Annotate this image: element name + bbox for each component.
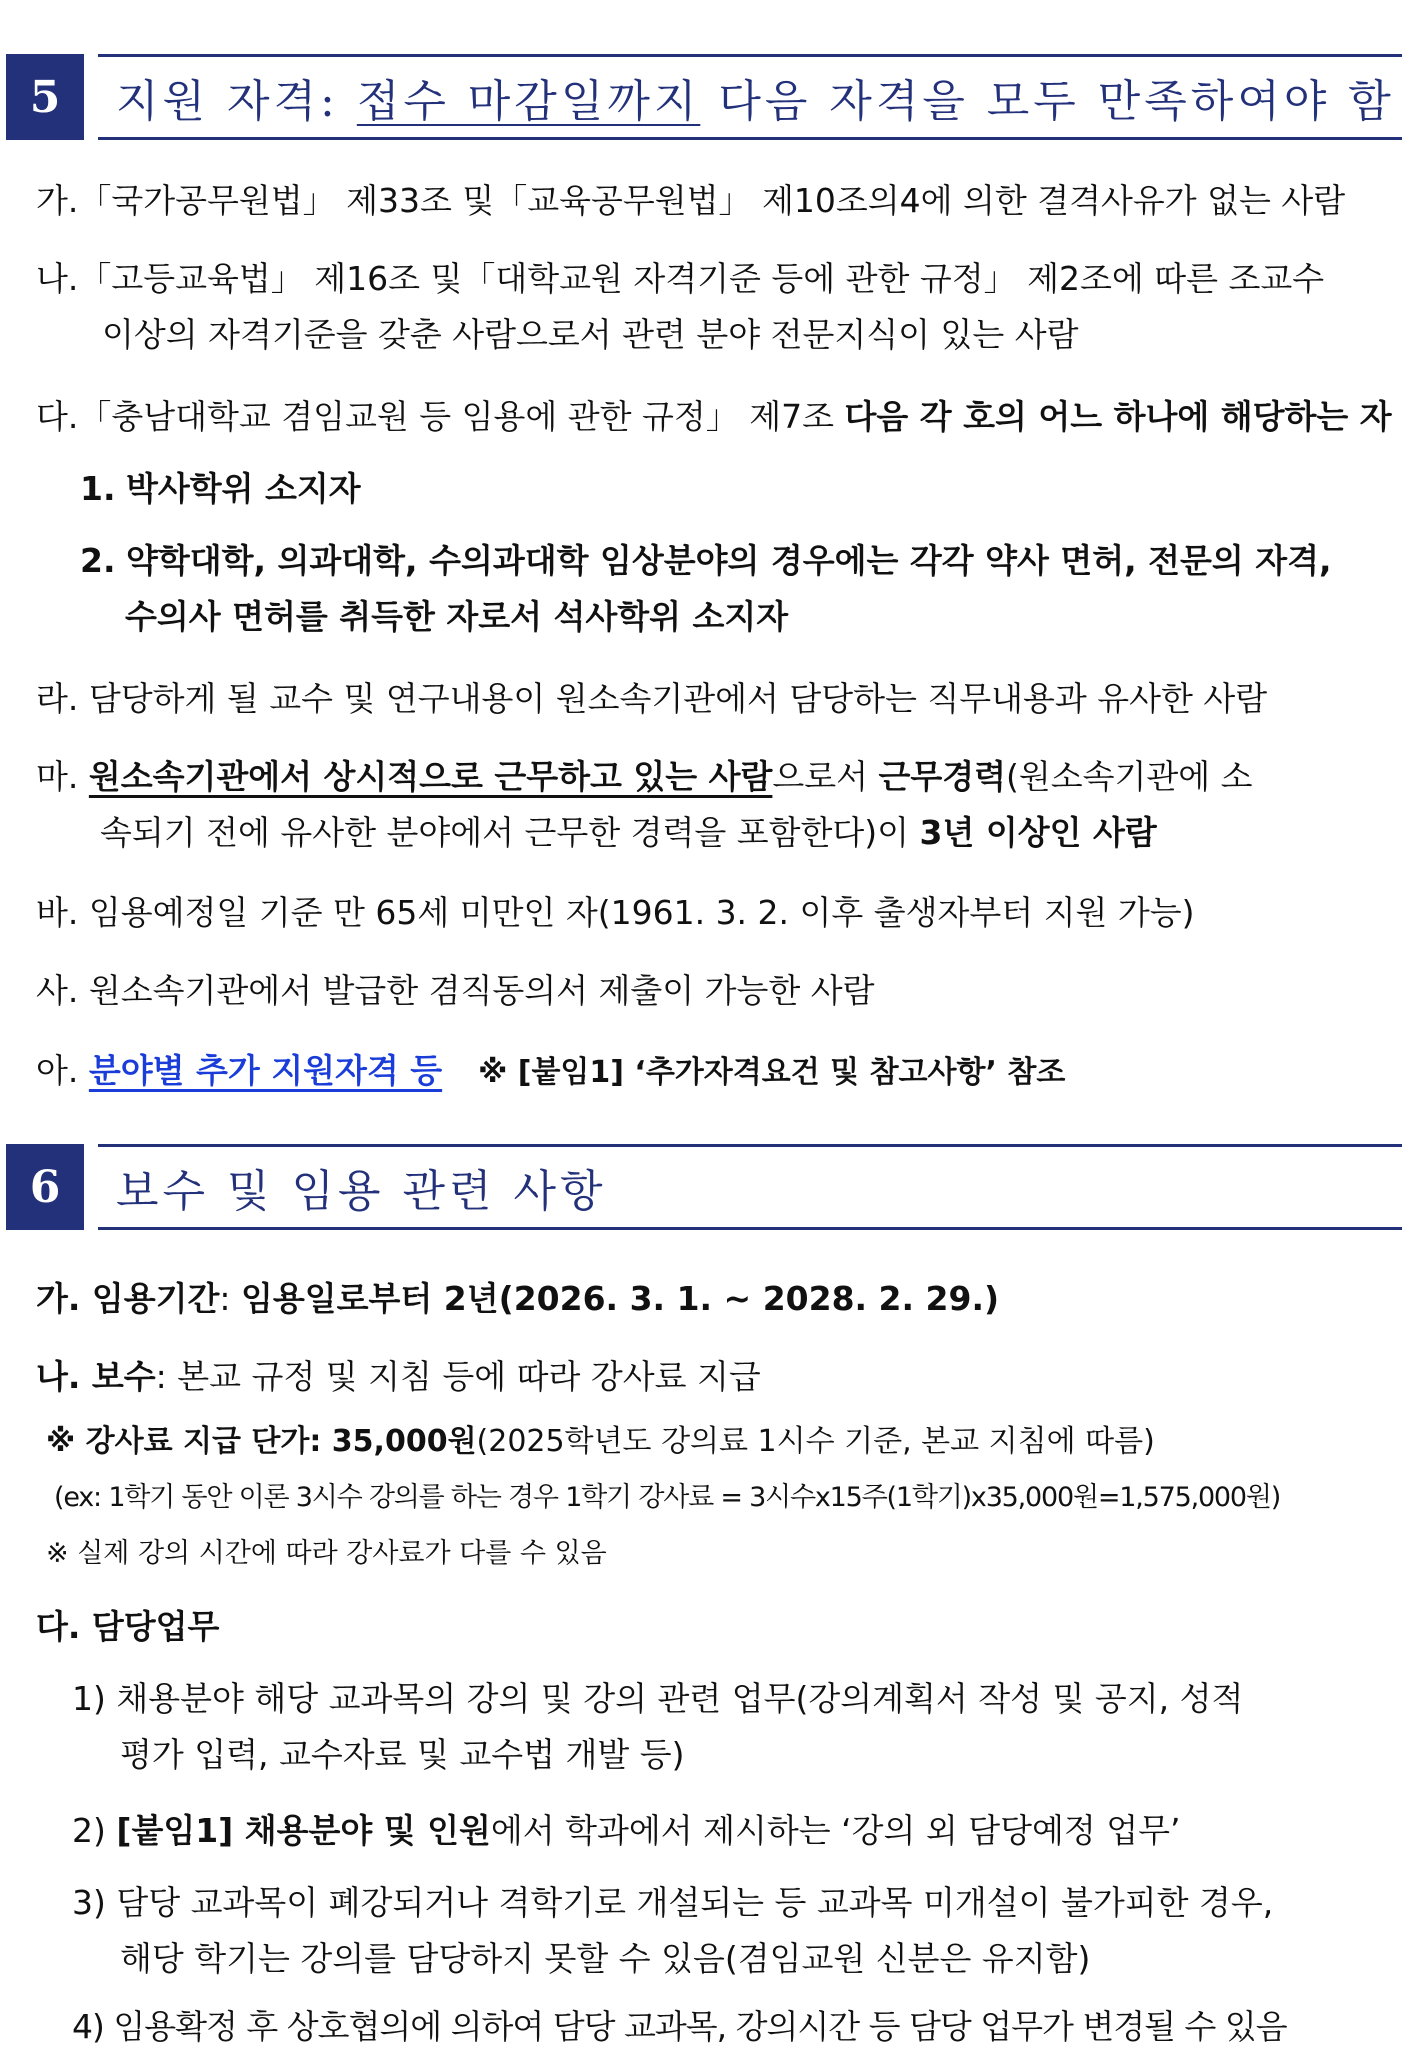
title-underlined: 접수 마감일까지 [356, 76, 701, 127]
duties-heading: 다. 담당업무 [36, 1607, 220, 1646]
additional-qualifications-link[interactable]: 분야별 추가 지원자격 등 [88, 1051, 443, 1090]
sub-item: 2. 약학대학, 의과대학, 수의과대학 임상분야의 경우에는 각각 약사 면허, 전문의 자격, [80, 541, 1332, 580]
list-item: 다.「충남대학교 겸임교원 등 임용에 관한 규정」 제7조 다음 각 호의 어느 하나에 해당하는 자 [36, 397, 1392, 436]
section-title [98, 54, 1402, 140]
duty-item: 4) 임용확정 후 상호협의에 의하여 담당 교과목, 강의시간 등 담당 업무가 변경될 수 있음 [72, 2007, 1287, 2046]
term-line: 가. 임용기간: 임용일로부터 2년(2026. 3. 1. ~ 2028. 2. 29.) [36, 1279, 1000, 1318]
list-item: 라. 담당하게 될 교수 및 연구내용이 원소속기관에서 담당하는 직무내용과 유사한 사람 [36, 679, 1268, 718]
list-item: 바. 임용예정일 기준 만 65세 미만인 자(1961. 3. 2. 이후 출생자부터 지원 가능) [36, 893, 1195, 932]
sub-item-continuation: 수의사 면허를 취득한 자로서 석사학위 소지자 [125, 597, 789, 636]
duty-item: 1) 채용분야 해당 교과목의 강의 및 강의 관련 업무(강의계획서 작성 및 공지, 성적 [72, 1679, 1244, 1718]
pay-line: 나. 보수: 본교 규정 및 지침 등에 따라 강사료 지급 [36, 1357, 761, 1396]
title-part: 지원 자격: [116, 76, 357, 127]
section-title: 보수 및 임용 관련 사항 [98, 1144, 1402, 1230]
section-5-header [6, 54, 1402, 140]
duty-item-continuation: 평가 입력, 교수자료 및 교수법 개발 등) [120, 1735, 685, 1774]
list-item-continuation: 이상의 자격기준을 갖춘 사람으로서 관련 분야 전문지식이 있는 사람 [102, 315, 1079, 354]
pay-example: (ex: 1학기 동안 이론 3시수 강의를 하는 경우 1학기 강사료 = 3시수x15주(1학기)x35,000원=1,575,000원) [54, 1482, 1281, 1513]
list-item: 아. 분야별 추가 지원자격 등 ※ [붙임1] ‘추가자격요건 및 참고사항’ 참조 [36, 1051, 1066, 1090]
duty-item: 3) 담당 교과목이 폐강되거나 격학기로 개설되는 등 교과목 미개설이 불가피한 경우, [72, 1883, 1274, 1922]
list-item: 마. 원소속기관에서 상시적으로 근무하고 있는 사람으로서 근무경력(원소속기관에 소 [36, 757, 1253, 796]
title-part: 다음 자격을 모두 만족하여야 함 [700, 76, 1395, 127]
duty-item: 2) [붙임1] 채용분야 및 인원에서 학과에서 제시하는 ‘강의 외 담당예정 업무’ [72, 1811, 1181, 1850]
list-item: 가.「국가공무원법」 제33조 및「교육공무원법」 제10조의4에 의한 결격사유가 없는 사람 [36, 181, 1346, 220]
section-number: 5 [6, 54, 84, 140]
list-item: 사. 원소속기관에서 발급한 겸직동의서 제출이 가능한 사람 [36, 971, 875, 1010]
section-number: 6 [6, 1144, 84, 1230]
section-6-header [6, 1144, 1402, 1230]
duty-item-continuation: 해당 학기는 강의를 담당하지 못할 수 있음(겸임교원 신분은 유지함) [120, 1939, 1091, 1978]
sub-item: 1. 박사학위 소지자 [80, 469, 361, 508]
pay-note: ※ 실제 강의 시간에 따라 강사료가 다를 수 있음 [46, 1538, 607, 1569]
pay-note: ※ 강사료 지급 단가: 35,000원(2025학년도 강의료 1시수 기준, 본교 지침에 따름) [46, 1424, 1155, 1459]
list-item-continuation: 속되기 전에 유사한 분야에서 근무한 경력을 포함한다)이 3년 이상인 사람 [100, 813, 1157, 852]
list-item: 나.「고등교육법」 제16조 및「대학교원 자격기준 등에 관한 규정」 제2조에 따른 조교수 [36, 259, 1325, 298]
